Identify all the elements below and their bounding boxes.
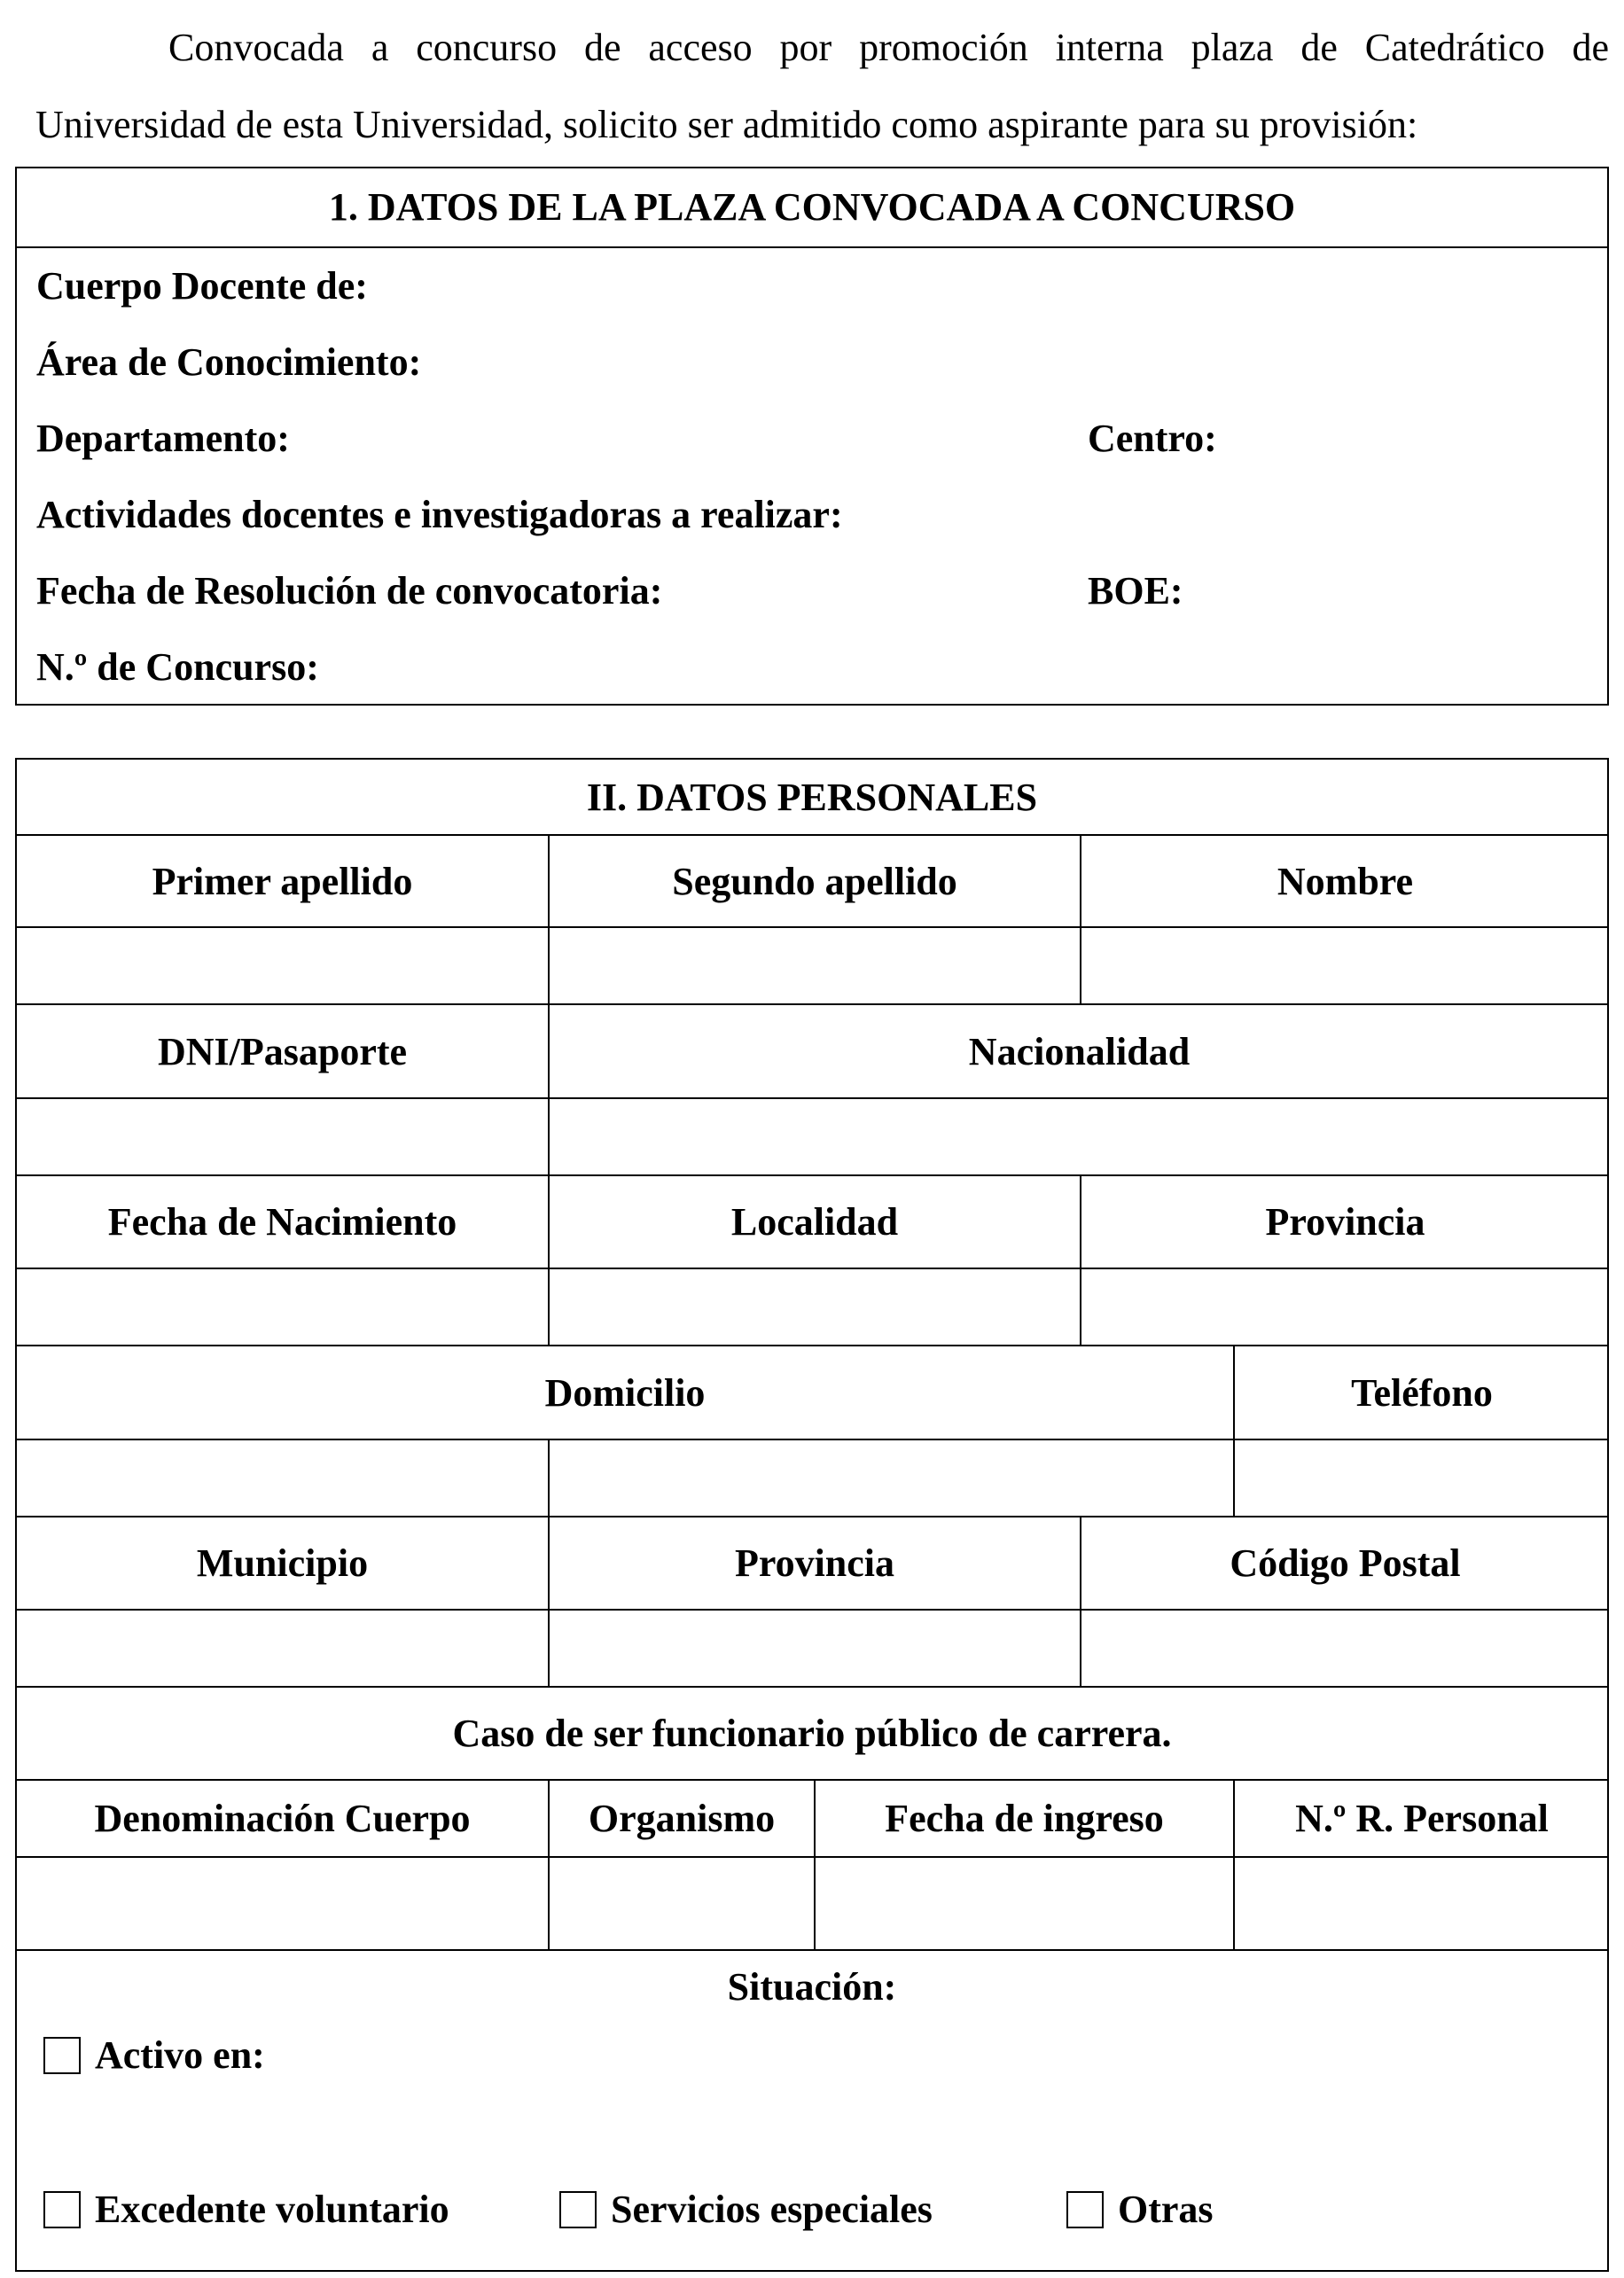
section-2-title: II. DATOS PERSONALES <box>586 775 1038 819</box>
cuerpo-docente-label: Cuerpo Docente de: <box>36 264 368 308</box>
num-concurso-label: N.º de Concurso: <box>36 645 319 689</box>
divider <box>17 1439 1607 1440</box>
nr-personal-header: N.º R. Personal <box>1295 1797 1549 1840</box>
divider <box>17 1856 1607 1858</box>
activo-option[interactable] <box>43 2033 265 2078</box>
nombre-header: Nombre <box>1277 859 1414 903</box>
activo-label: Activo en: <box>95 2033 265 2077</box>
funcionario-header: Caso de ser funcionario público de carrera. <box>452 1712 1172 1755</box>
section-datos-personales <box>15 758 1609 2272</box>
denominacion-cuerpo-header: Denominación Cuerpo <box>94 1797 471 1840</box>
row-cuerpo-docente <box>17 248 1607 324</box>
intro-text: Convocada a concurso de acceso por promoción interna plaza de Catedrático de Universidad de esta Universidad, solicito ser admitido como aspirante para su provisión: <box>35 26 1609 146</box>
divider <box>17 1097 1607 1099</box>
departamento-label: Departamento: <box>36 417 290 460</box>
otras-label: Otras <box>1118 2188 1214 2231</box>
section-plaza-convocada <box>15 167 1609 706</box>
servicios-label: Servicios especiales <box>611 2188 933 2231</box>
excedente-label: Excedente voluntario <box>95 2188 449 2231</box>
primer-apellido-header: Primer apellido <box>152 859 413 903</box>
divider <box>548 1439 550 1516</box>
intro-paragraph <box>35 9 1609 163</box>
centro-label: Centro: <box>1088 417 1217 460</box>
servicios-option[interactable] <box>559 2188 933 2232</box>
situacion-header: Situación: <box>727 1964 897 2009</box>
area-conocimiento-label: Área de Conocimiento: <box>36 340 422 384</box>
dni-header: DNI/Pasaporte <box>157 1029 408 1073</box>
municipio-header: Municipio <box>196 1541 369 1585</box>
servicios-checkbox[interactable] <box>559 2191 597 2228</box>
fecha-nacimiento-header: Fecha de Nacimiento <box>107 1200 457 1244</box>
row-actividades <box>17 477 1607 553</box>
otras-checkbox[interactable] <box>1066 2191 1104 2228</box>
organismo-header: Organismo <box>588 1797 776 1840</box>
fecha-ingreso-header: Fecha de ingreso <box>885 1797 1164 1840</box>
provincia-domicilio-header: Provincia <box>734 1541 895 1585</box>
section-1-title: 1. DATOS DE LA PLAZA CONVOCADA A CONCURSO <box>17 168 1607 248</box>
segundo-apellido-header: Segundo apellido <box>672 859 957 903</box>
codigo-postal-header: Código Postal <box>1230 1541 1461 1585</box>
divider <box>17 1268 1607 1269</box>
nacionalidad-header: Nacionalidad <box>968 1029 1191 1073</box>
divider <box>17 926 1607 928</box>
actividades-label: Actividades docentes e investigadoras a realizar: <box>36 493 843 536</box>
row-fecha-resolucion <box>17 553 1607 629</box>
divider <box>17 1609 1607 1611</box>
row-num-concurso <box>17 629 1607 706</box>
row-area-conocimiento <box>17 324 1607 401</box>
provincia-header: Provincia <box>1265 1200 1425 1244</box>
fecha-resolucion-label: Fecha de Resolución de convocatoria: <box>36 569 663 612</box>
activo-checkbox[interactable] <box>43 2037 81 2074</box>
row-departamento <box>17 401 1607 477</box>
excedente-option[interactable] <box>43 2188 449 2232</box>
domicilio-header: Domicilio <box>544 1370 706 1415</box>
excedente-checkbox[interactable] <box>43 2191 81 2228</box>
telefono-header: Teléfono <box>1351 1370 1493 1415</box>
otras-option[interactable] <box>1066 2188 1214 2232</box>
boe-label: BOE: <box>1088 569 1183 612</box>
localidad-header: Localidad <box>730 1200 899 1244</box>
